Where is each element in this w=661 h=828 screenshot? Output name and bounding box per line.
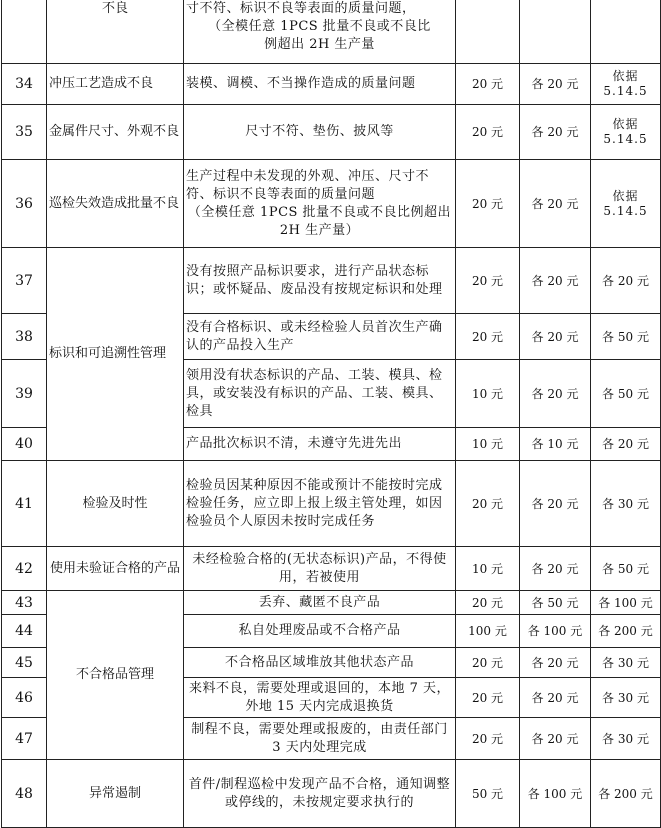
- row-category: 冲压工艺造成不良: [47, 64, 184, 105]
- row-description: 没有合格标识、或未经检验人员首次生产确认的产品投入生产: [184, 314, 456, 360]
- basis: [591, 0, 661, 64]
- penalty-3: 各 50 元: [591, 547, 661, 591]
- basis-label: 依据: [612, 117, 639, 131]
- row-number: 38: [2, 314, 47, 360]
- penalty-2: 各 20 元: [520, 648, 591, 678]
- penalty-3: 各 100 元: [591, 591, 661, 615]
- row-number: 36: [2, 160, 47, 248]
- table-row: [2, 64, 661, 105]
- penalty-2: 各 20 元: [520, 248, 591, 314]
- row-category: 标识和可追溯性管理: [47, 248, 184, 461]
- row-description: 装模、调模、不当操作造成的质量问题: [184, 64, 456, 105]
- row-description: 产品批次标识不清，未遵守先进先出: [184, 428, 456, 461]
- row-number: 34: [2, 64, 47, 105]
- penalty-1: 100 元: [456, 615, 520, 648]
- penalty-3: 各 200 元: [591, 615, 661, 648]
- basis: [591, 64, 661, 105]
- row-number: 45: [2, 648, 47, 678]
- row-description: 私自处理废品或不合格产品: [184, 615, 456, 648]
- basis-label: 依据: [612, 188, 639, 203]
- penalty-1: 10 元: [456, 360, 520, 428]
- basis-label: 依据: [612, 69, 639, 83]
- penalty-2: [520, 0, 591, 64]
- penalty-1: 20 元: [456, 64, 520, 105]
- row-description: 没有按照产品标识要求，进行产品状态标识；或怀疑品、废品没有按规定标识和处理: [184, 248, 456, 314]
- penalty-1: 20 元: [456, 678, 520, 718]
- row-number: 43: [2, 591, 47, 615]
- row-number: 47: [2, 718, 47, 760]
- penalty-3: 各 50 元: [591, 314, 661, 360]
- penalty-3: 各 200 元: [591, 760, 661, 828]
- penalty-2: 各 20 元: [520, 314, 591, 360]
- row-number: 48: [2, 760, 47, 828]
- row-category: 巡检失效造成批量不良: [47, 160, 184, 248]
- penalty-2: 各 10 元: [520, 428, 591, 461]
- row-description: 首件/制程巡检中发现产品不合格，通知调整或停线的，未按规定要求执行的: [184, 760, 456, 828]
- penalty-2: 各 100 元: [520, 615, 591, 648]
- table-row: [2, 248, 661, 314]
- penalty-1: 10 元: [456, 547, 520, 591]
- row-number: 40: [2, 428, 47, 461]
- penalty-3: 各 30 元: [591, 461, 661, 547]
- penalty-2: 各 20 元: [520, 64, 591, 105]
- row-category: 检验及时性: [47, 461, 184, 547]
- table-row: [2, 760, 661, 828]
- desc-line: 生产过程中未发现的外观、冲压、尺寸不符、标识不良等表面的质量问题: [186, 168, 430, 202]
- penalty-1: 20 元: [456, 461, 520, 547]
- penalty-1: [456, 0, 520, 64]
- row-description: [184, 0, 456, 64]
- row-number: 39: [2, 360, 47, 428]
- table-row: [2, 105, 661, 160]
- row-number: 46: [2, 678, 47, 718]
- row-number: 37: [2, 248, 47, 314]
- penalty-2: 各 20 元: [520, 105, 591, 160]
- row-description: 检验员因某种原因不能或预计不能按时完成检验任务，应立即上报上级主管处理，如因检验员个人原因未按时完成任务: [184, 461, 456, 547]
- penalty-3: 各 50 元: [591, 360, 661, 428]
- row-description: 不合格品区域堆放其他状态产品: [184, 648, 456, 678]
- penalty-table: [1, 0, 661, 828]
- row-category: 异常遏制: [47, 760, 184, 828]
- desc-line: （全模任意 1PCS 批量不良或不良比: [208, 19, 431, 34]
- penalty-2: 各 20 元: [520, 678, 591, 718]
- penalty-1: 20 元: [456, 105, 520, 160]
- penalty-1: 20 元: [456, 314, 520, 360]
- row-number: 42: [2, 547, 47, 591]
- table-row: [2, 591, 661, 615]
- row-category: 不良: [47, 0, 184, 64]
- basis: [591, 105, 661, 160]
- penalty-3: 各 20 元: [591, 248, 661, 314]
- row-number: 35: [2, 105, 47, 160]
- row-description: 尺寸不符、垫伤、披风等: [184, 105, 456, 160]
- penalty-2: 各 50 元: [520, 591, 591, 615]
- penalty-1: 50 元: [456, 760, 520, 828]
- penalty-3: 各 30 元: [591, 718, 661, 760]
- row-description: 丢弃、藏匿不良产品: [184, 591, 456, 615]
- penalty-2: 各 20 元: [520, 160, 591, 248]
- row-number: 44: [2, 615, 47, 648]
- penalty-3: 各 30 元: [591, 648, 661, 678]
- penalty-3: 各 30 元: [591, 678, 661, 718]
- desc-line: 例超出 2H 生产量: [264, 37, 375, 52]
- row-category: 不合格品管理: [47, 591, 184, 760]
- table-row: [2, 461, 661, 547]
- penalty-1: 10 元: [456, 428, 520, 461]
- basis-clause: 5.14.5: [603, 84, 648, 98]
- row-description: 制程不良，需要处理或报废的，由责任部门 3 天内处理完成: [184, 718, 456, 760]
- penalty-2: 各 20 元: [520, 461, 591, 547]
- penalty-2: 各 20 元: [520, 718, 591, 760]
- penalty-2: 各 20 元: [520, 360, 591, 428]
- row-category: 金属件尺寸、外观不良: [47, 105, 184, 160]
- penalty-2: 各 100 元: [520, 760, 591, 828]
- basis: [591, 160, 661, 248]
- desc-line: 寸不符、标识不良等表面的质量问题，: [186, 1, 416, 16]
- table-row: [2, 547, 661, 591]
- table-row: [2, 160, 661, 248]
- penalty-2: 各 20 元: [520, 547, 591, 591]
- basis-clause: 5.14.5: [603, 203, 648, 218]
- basis-clause: 5.14.5: [603, 132, 648, 146]
- table-row: [2, 0, 661, 64]
- row-number: 41: [2, 461, 47, 547]
- penalty-1: 20 元: [456, 648, 520, 678]
- row-description: 领用没有状态标识的产品、工装、模具、检具，或安装没有标识的产品、工装、模具、检具: [184, 360, 456, 428]
- row-description: 来料不良，需要处理或退回的，本地 7 天，外地 15 天内完成退换货: [184, 678, 456, 718]
- penalty-1: 20 元: [456, 160, 520, 248]
- penalty-1: 20 元: [456, 718, 520, 760]
- row-number: [2, 0, 47, 64]
- row-description: 未经检验合格的(无状态标识)产品，不得使用，若被使用: [184, 547, 456, 591]
- row-category: 使用未验证合格的产品: [47, 547, 184, 591]
- penalty-1: 20 元: [456, 248, 520, 314]
- penalty-3: 各 20 元: [591, 428, 661, 461]
- desc-line: （全模任意 1PCS 批量不良或不良比例超出 2H 生产量）: [187, 204, 452, 238]
- penalty-1: 20 元: [456, 591, 520, 615]
- row-description: [184, 160, 456, 248]
